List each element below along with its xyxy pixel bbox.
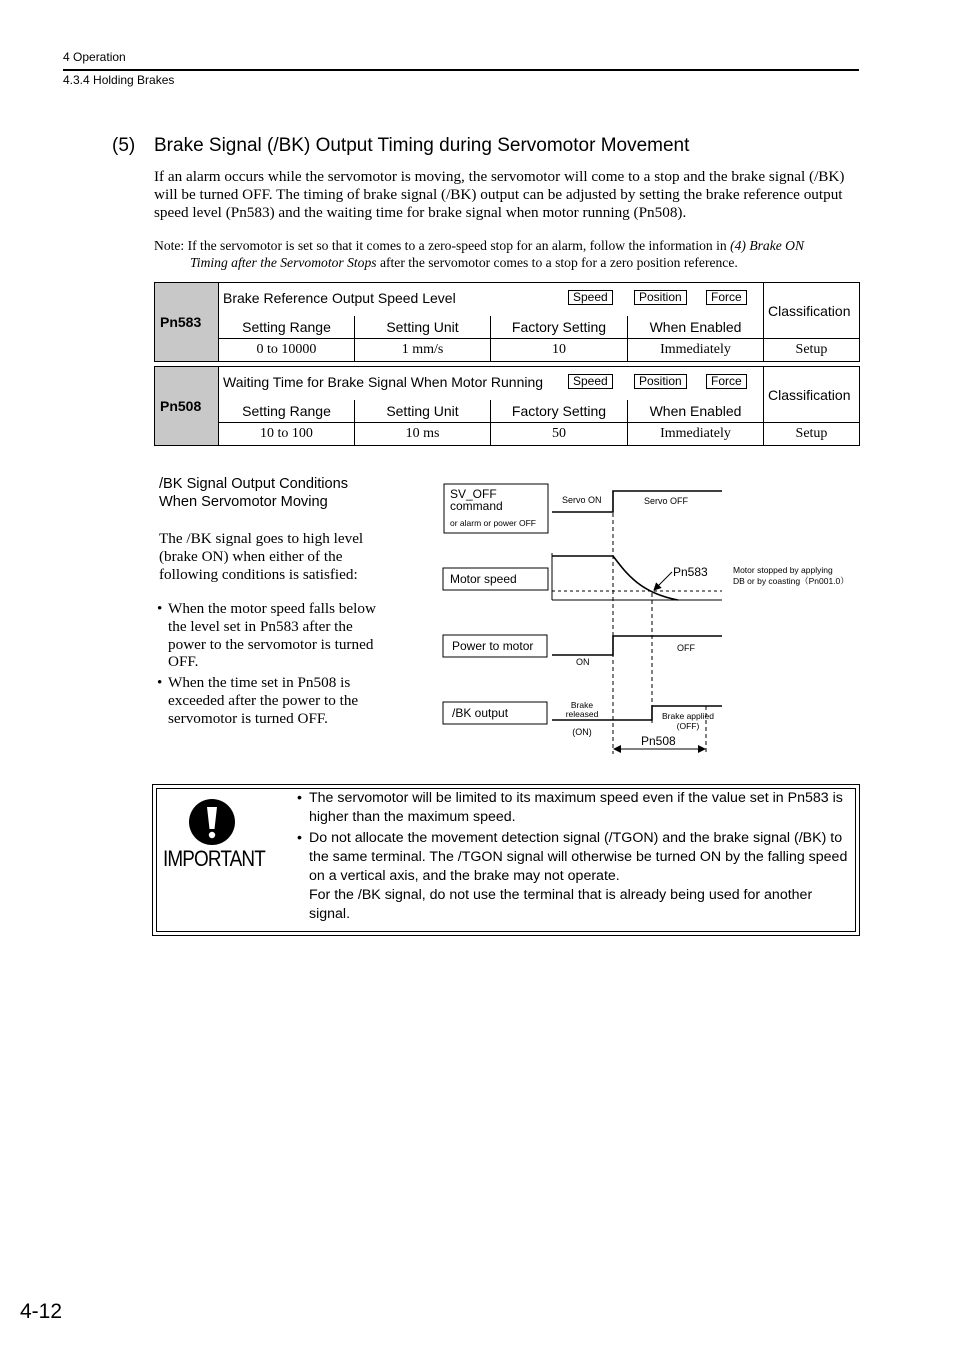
- value-when-enabled: Immediately: [628, 423, 764, 446]
- header-factory-setting: Factory Setting: [491, 316, 628, 339]
- line-text: Do not allocate the movement detection signal (/TGON) and the brake signal (/BK) to: [309, 830, 843, 846]
- motor-speed-label: Motor speed: [450, 572, 517, 586]
- important-line-3: [297, 829, 843, 848]
- important-line-6: For the /BK signal, do not use the terminal that is already being used for another: [309, 887, 813, 903]
- bk-conditions-body: The /BK signal goes to high level (brake ON) when either of the following conditions is satisfied:: [159, 530, 364, 583]
- important-line-5: on a vertical axis, and the brake may not operate.: [309, 868, 620, 884]
- note-suffix: after the servomotor comes to a stop for a zero position reference.: [376, 254, 738, 270]
- value-factory-setting: 50: [491, 423, 628, 446]
- important-label: IMPORTANT: [163, 846, 265, 871]
- note-paragraph: [154, 238, 859, 271]
- motor-speed-curve: [552, 556, 678, 600]
- header-setting-range: Setting Range: [219, 316, 355, 339]
- tag-speed: Speed: [568, 290, 613, 305]
- param-id: Pn508: [155, 367, 219, 446]
- header-setting-unit: Setting Unit: [355, 316, 491, 339]
- power-on-label: ON: [576, 657, 590, 667]
- param-table-pn508: [154, 366, 860, 446]
- sv-off-label-2: command: [450, 499, 503, 513]
- important-line-2: higher than the maximum speed.: [309, 809, 516, 825]
- header-setting-unit: Setting Unit: [355, 400, 491, 423]
- bullet-dot: •: [297, 790, 302, 806]
- power-label: Power to motor: [452, 639, 534, 653]
- motor-stopped-line2: DB or by coasting（Pn001.0）: [733, 576, 849, 586]
- brake-applied-line2: (OFF): [676, 721, 700, 731]
- value-setting-range: 0 to 10000: [219, 339, 355, 362]
- bullet-dot: •: [157, 674, 163, 691]
- value-classification: Setup: [764, 423, 860, 446]
- bk-conditions-title: [159, 476, 348, 511]
- intro-paragraph: If an alarm occurs while the servomotor is moving, the servomotor will come to a stop and the brake signal (/BK) will be turned OFF. The timing of brake signal (/BK) output can be adjusted by setting the brake reference output speed level (Pn583) and the waiting time for brake signal when motor running (Pn508).: [154, 168, 845, 221]
- motor-stopped-line1: Motor stopped by applying: [733, 565, 833, 575]
- tag-force: Force: [706, 290, 747, 305]
- param-name: Waiting Time for Brake Signal When Motor Running: [223, 374, 544, 390]
- bk-bullet-1: [157, 600, 390, 671]
- brake-applied-line1: Brake applied: [662, 711, 714, 721]
- bullet-dot: •: [157, 600, 163, 617]
- bullet-text: When the motor speed falls below the level set in Pn583 after the power to the servomotor is turned OFF.: [168, 600, 376, 671]
- header-when-enabled: When Enabled: [628, 316, 764, 339]
- brake-released-line1: Brake: [570, 700, 594, 710]
- classification-label: Classification: [764, 367, 860, 423]
- timing-diagram: [440, 478, 860, 758]
- tag-position: Position: [634, 290, 687, 305]
- brake-on-label: (ON): [572, 727, 592, 737]
- bk-bullet-2: [157, 674, 390, 727]
- value-classification: Setup: [764, 339, 860, 362]
- param-name-cell: [219, 367, 764, 401]
- servo-on-label: Servo ON: [562, 495, 602, 505]
- servo-off-label: Servo OFF: [644, 496, 689, 506]
- tag-speed: Speed: [568, 374, 613, 389]
- value-factory-setting: 10: [491, 339, 628, 362]
- note-ref-1: (4) Brake ON: [730, 238, 805, 253]
- exclamation-icon: [186, 798, 238, 846]
- value-setting-unit: 10 ms: [355, 423, 491, 446]
- section-number: (5): [112, 135, 136, 156]
- chapter-header: 4 Operation: [63, 50, 126, 64]
- param-table-pn583: [154, 282, 860, 362]
- pn583-arrow: [654, 572, 672, 590]
- value-when-enabled: Immediately: [628, 339, 764, 362]
- tag-position: Position: [634, 374, 687, 389]
- section-title: Brake Signal (/BK) Output Timing during Servomotor Movement: [154, 135, 690, 156]
- section-header: 4.3.4 Holding Brakes: [63, 73, 175, 87]
- tag-force: Force: [706, 374, 747, 389]
- sv-off-sub: or alarm or power OFF: [450, 518, 536, 528]
- note-ref-2: Timing after the Servomotor Stops: [190, 254, 377, 270]
- param-name: Brake Reference Output Speed Level: [223, 290, 456, 306]
- power-waveform: [552, 636, 722, 655]
- pn583-label: Pn583: [673, 565, 708, 579]
- pn508-label: Pn508: [641, 734, 676, 748]
- header-setting-range: Setting Range: [219, 400, 355, 423]
- value-setting-range: 10 to 100: [219, 423, 355, 446]
- note-prefix: Note: If the servomotor is set so that it comes to a zero-speed stop for an alarm, follow the information in: [154, 238, 731, 253]
- header-when-enabled: When Enabled: [628, 400, 764, 423]
- header-rule: [63, 69, 859, 71]
- value-setting-unit: 1 mm/s: [355, 339, 491, 362]
- classification-label: Classification: [764, 283, 860, 339]
- param-name-cell: [219, 283, 764, 317]
- bullet-dot: •: [297, 830, 302, 846]
- line-text: The servomotor will be limited to its maximum speed even if the value set in Pn583 is: [309, 790, 843, 806]
- sv-off-label-1: SV_OFF: [450, 487, 497, 501]
- important-line-4: the same terminal. The /TGON signal will otherwise be turned ON by the falling speed: [309, 849, 848, 865]
- bullet-text: When the time set in Pn508 is exceeded after the power to the servomotor is turned OFF.: [168, 674, 359, 727]
- bk-output-label: /BK output: [452, 706, 509, 720]
- param-id: Pn583: [155, 283, 219, 362]
- important-line-7: signal.: [309, 906, 351, 922]
- header-factory-setting: Factory Setting: [491, 400, 628, 423]
- bk-title-line2: When Servomotor Moving: [159, 493, 328, 510]
- bk-title-line1: /BK Signal Output Conditions: [159, 476, 349, 492]
- power-off-label: OFF: [677, 643, 695, 653]
- brake-released-line2: released: [565, 709, 599, 719]
- important-line-1: [297, 789, 843, 808]
- page-number: 4-12: [20, 1300, 63, 1323]
